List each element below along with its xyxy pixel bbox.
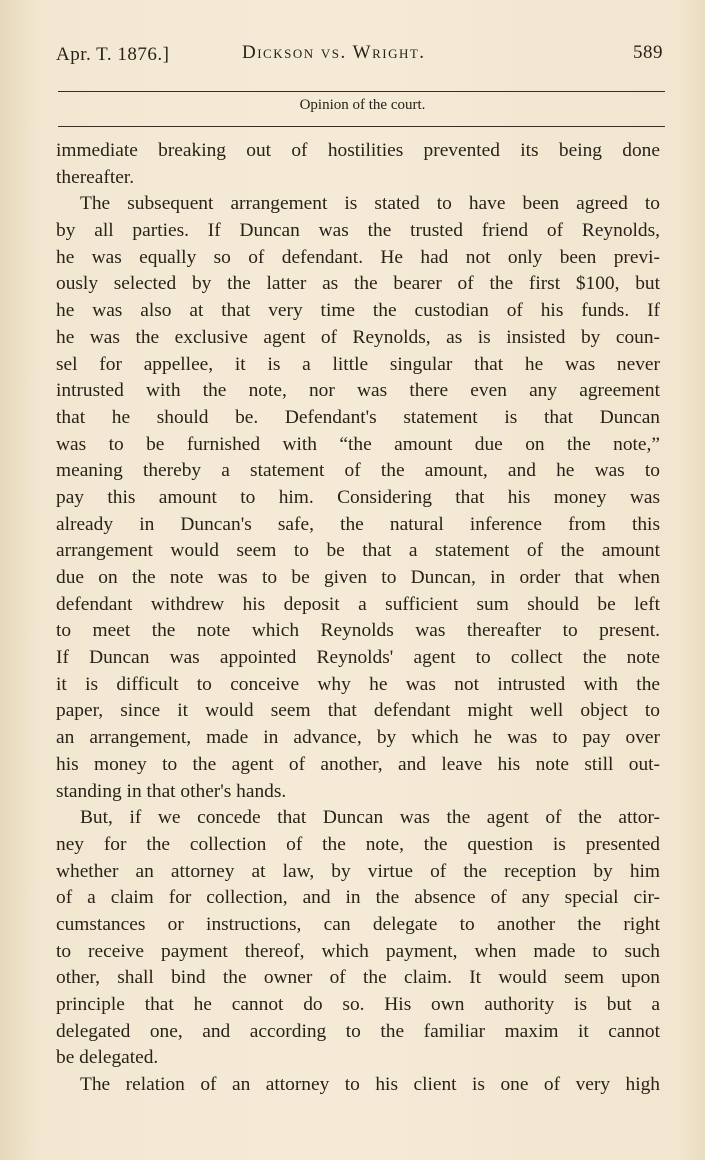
text-line: standing in that other's hands. [56,780,287,802]
running-header [56,40,663,72]
term-label: Apr. T. 1876.] [56,44,170,65]
text-line: he was the exclusive agent of Reynolds, as is insisted by coun- [56,326,660,348]
header-rule-top [58,91,665,92]
text-line: that he should be. Defendant's statement is that Duncan [56,406,660,428]
text-line: But, if we concede that Duncan was the agent of the attor- [80,807,660,829]
text-line: he was also at that very time the custodian of his funds. If [56,300,660,322]
text-line: arrangement would seem to be that a statement of the amount [56,540,660,562]
text-line: cumstances or instructions, can delegate to another the right [56,913,660,935]
text-line: was to be furnished with “the amount due on the note,” [56,433,660,455]
text-line: The relation of an attorney to his client is one of very high [80,1074,660,1096]
section-subheading: Opinion of the court. [299,97,426,113]
text-line: meaning thereby a statement of the amount, and he was to [56,460,660,482]
text-line: to receive payment thereof, which payment, when made to such [56,940,660,962]
text-line: intrusted with the note, nor was there even any agreement [56,380,660,402]
text-line: defendant withdrew his deposit a sufficient sum should be left [56,593,660,615]
text-line: immediate breaking out of hostilities prevented its being done [56,140,660,161]
text-line: ously selected by the latter as the bearer of the first $100, but [56,273,660,295]
text-line: his money to the agent of another, and leave his note still out- [56,753,660,775]
text-line: to meet the note which Reynolds was thereafter to present. [56,620,660,642]
text-line: If Duncan was appointed Reynolds' agent to collect the note [56,647,660,669]
header-rule-bottom [58,126,665,127]
text-line: principle that he cannot do so. His own authority is but a [56,994,660,1015]
text-line: of a claim for collection, and in the absence of any special cir- [56,887,660,909]
text-line: be delegated. [56,1047,159,1069]
text-line: thereafter. [56,166,135,188]
text-line: an arrangement, made in advance, by which he was to pay over [56,727,660,749]
text-line: The subsequent arrangement is stated to have been agreed to [80,193,660,215]
text-line: pay this amount to him. Considering that his money was [56,486,660,508]
text-line: due on the note was to be given to Duncan, in order that when [56,567,660,588]
text-line: other, shall bind the owner of the claim. It would seem upon [56,967,660,989]
page-number: 589 [633,42,663,63]
text-line: by all parties. If Duncan was the trusted friend of Reynolds, [56,220,660,242]
opinion-text [56,138,660,1099]
text-line: delegated one, and according to the familiar maxim it cannot [56,1020,660,1042]
text-line: already in Duncan's safe, the natural inference from this [56,513,660,535]
case-title: Dickson vs. Wright. [242,42,426,63]
text-line: he was equally so of defendant. He had not only been previ- [56,246,660,268]
text-line: it is difficult to conceive why he was not intrusted with the [56,673,660,695]
text-line: whether an attorney at law, by virtue of the reception by him [56,860,660,882]
text-line: paper, since it would seem that defendant might well object to [56,700,660,722]
text-line: sel for appellee, it is a little singular that he was never [56,353,660,375]
text-line: ney for the collection of the note, the question is presented [56,833,660,855]
